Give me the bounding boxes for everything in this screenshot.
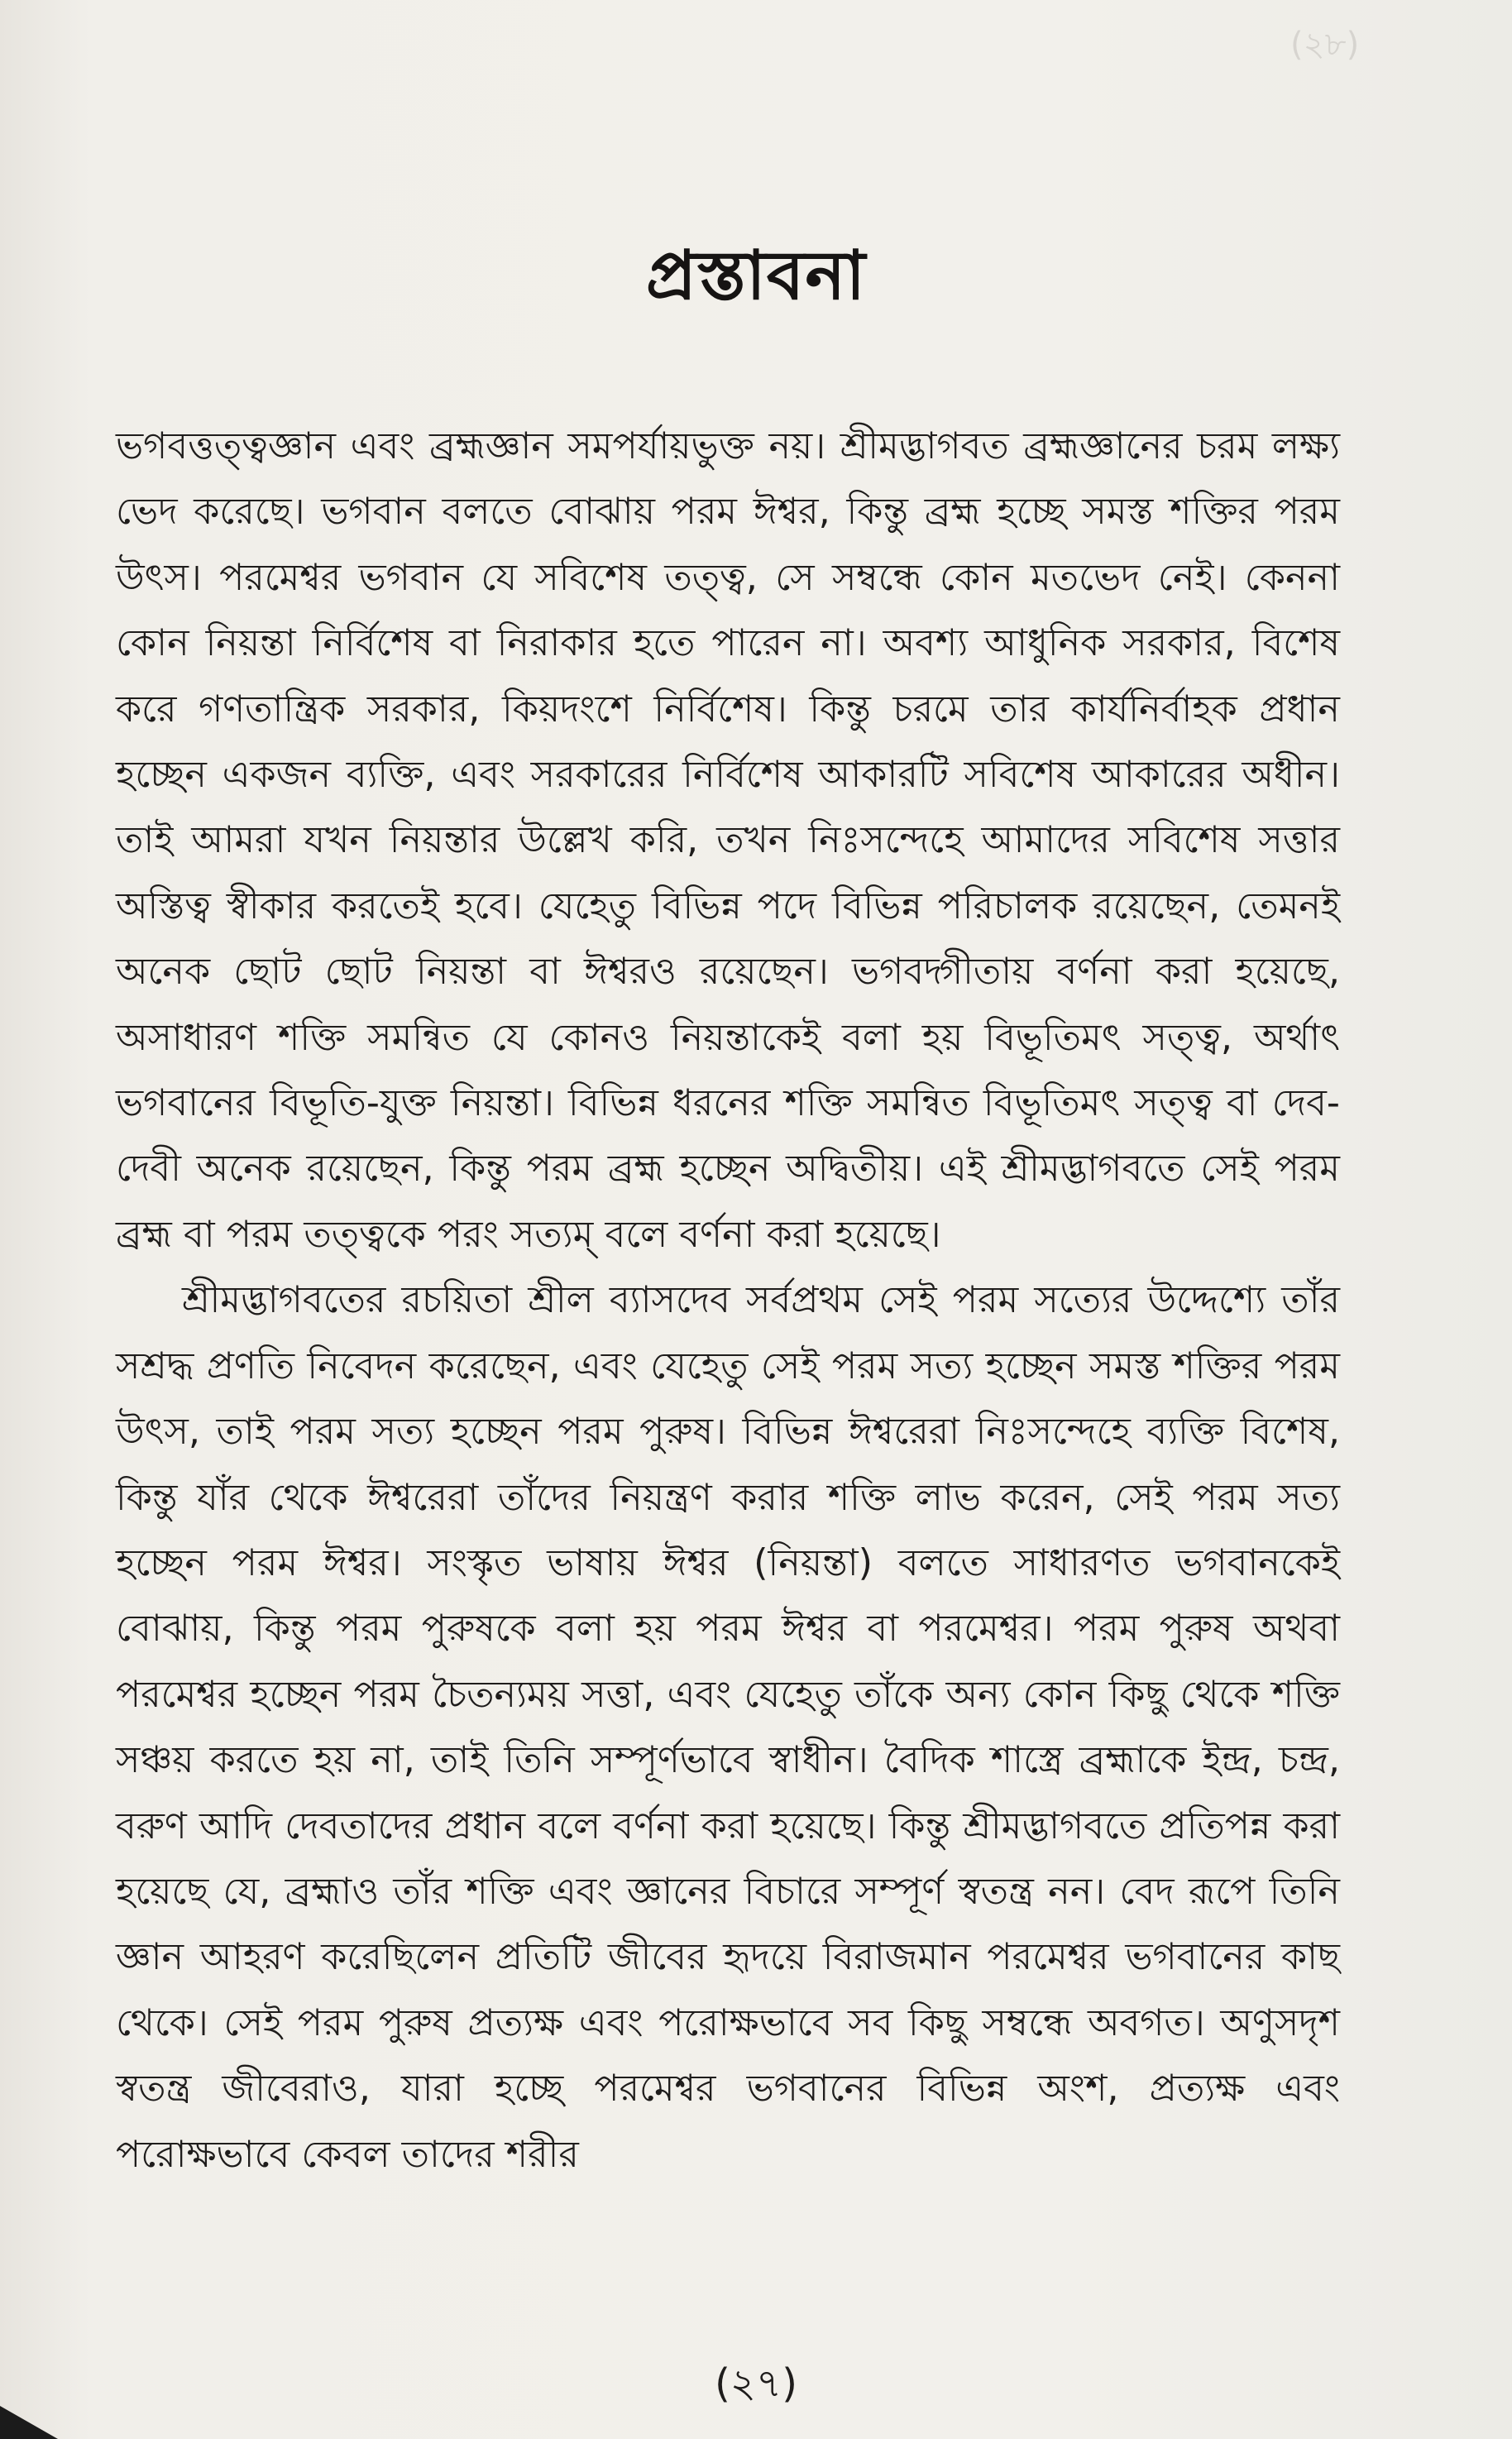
- body-text: [116, 414, 1340, 2187]
- paragraph-1: ভগবত্তত্ত্বজ্ঞান এবং ব্রহ্মজ্ঞান সমপর্যায়ভুক্ত নয়। শ্রীমদ্ভাগবত ব্রহ্মজ্ঞানের চরম লক্ষ্য ভেদ করেছে। ভগবান বলতে বোঝায় পরম ঈশ্বর, কিন্তু ব্রহ্ম হচ্ছে সমস্ত শক্তির পরম উৎস। পরমেশ্বর ভগবান যে সবিশেষ তত্ত্ব, সে সম্বন্ধে কোন মতভেদ নেই। কেননা কোন নিয়ন্তা নির্বিশেষ বা নিরাকার হতে পারেন না। অবশ্য আধুনিক সরকার, বিশেষ করে গণতান্ত্রিক সরকার, কিয়দংশে নির্বিশেষ। কিন্তু চরমে তার কার্যনির্বাহক প্রধান হচ্ছেন একজন ব্যক্তি, এবং সরকারের নির্বিশেষ আকারটি সবিশেষ আকারের অধীন। তাই আমরা যখন নিয়ন্তার উল্লেখ করি, তখন নিঃসন্দেহে আমাদের সবিশেষ সত্তার অস্তিত্ব স্বীকার করতেই হবে। যেহেতু বিভিন্ন পদে বিভিন্ন পরিচালক রয়েছেন, তেমনই অনেক ছোট ছোট নিয়ন্তা বা ঈশ্বরও রয়েছেন। ভগবদ্গীতায় বর্ণনা করা হয়েছে, অসাধারণ শক্তি সমন্বিত যে কোনও নিয়ন্তাকেই বলা হয় বিভূতিমৎ সত্ত্ব, অর্থাৎ ভগবানের বিভূতি-যুক্ত নিয়ন্তা। বিভিন্ন ধরনের শক্তি সমন্বিত বিভূতিমৎ সত্ত্ব বা দেব-দেবী অনেক রয়েছেন, কিন্তু পরম ব্রহ্ম হচ্ছেন অদ্বিতীয়। এই শ্রীমদ্ভাগবতে সেই পরম ব্রহ্ম বা পরম তত্ত্বকে পরং সত্যম্ বলে বর্ণনা করা হয়েছে।: [116, 425, 1340, 1256]
- faint-running-head: (২৮): [1290, 26, 1360, 64]
- page-number: (২৭): [715, 2360, 797, 2407]
- scan-corner-shadow: [0, 2406, 58, 2439]
- chapter-title: প্রস্তাবনা: [645, 237, 867, 315]
- paragraph-2: শ্রীমদ্ভাগবতের রচয়িতা শ্রীল ব্যাসদেব সর্বপ্রথম সেই পরম সত্যের উদ্দেশ্যে তাঁর সশ্রদ্ধ প্রণতি নিবেদন করেছেন, এবং যেহেতু সেই পরম সত্য হচ্ছেন সমস্ত শক্তির পরম উৎস, তাই পরম সত্য হচ্ছেন পরম পুরুষ। বিভিন্ন ঈশ্বরেরা নিঃসন্দেহে ব্যক্তি বিশেষ, কিন্তু যাঁর থেকে ঈশ্বরেরা তাঁদের নিয়ন্ত্রণ করার শক্তি লাভ করেন, সেই পরম সত্য হচ্ছেন পরম ঈশ্বর। সংস্কৃত ভাষায় ঈশ্বর (নিয়ন্তা) বলতে সাধারণত ভগবানকেই বোঝায়, কিন্তু পরম পুরুষকে বলা হয় পরম ঈশ্বর বা পরমেশ্বর। পরম পুরুষ অথবা পরমেশ্বর হচ্ছেন পরম চৈতন্যময় সত্তা, এবং যেহেতু তাঁকে অন্য কোন কিছু থেকে শক্তি সঞ্চয় করতে হয় না, তাই তিনি সম্পূর্ণভাবে স্বাধীন। বৈদিক শাস্ত্রে ব্রহ্মাকে ইন্দ্র, চন্দ্র, বরুণ আদি দেবতাদের প্রধান বলে বর্ণনা করা হয়েছে। কিন্তু শ্রীমদ্ভাগবতে প্রতিপন্ন করা হয়েছে যে, ব্রহ্মাও তাঁর শক্তি এবং জ্ঞানের বিচারে সম্পূর্ণ স্বতন্ত্র নন। বেদ রূপে তিনি জ্ঞান আহরণ করেছিলেন প্রতিটি জীবের হৃদয়ে বিরাজমান পরমেশ্বর ভগবানের কাছ থেকে। সেই পরম পুরুষ প্রত্যক্ষ এবং পরোক্ষভাবে সব কিছু সম্বন্ধে অবগত। অণুসদৃশ স্বতন্ত্র জীবেরাও, যারা হচ্ছে পরমেশ্বর ভগবানের বিভিন্ন অংশ, প্রত্যক্ষ এবং পরোক্ষভাবে কেবল তাদের শরীর: [116, 1279, 1340, 2176]
